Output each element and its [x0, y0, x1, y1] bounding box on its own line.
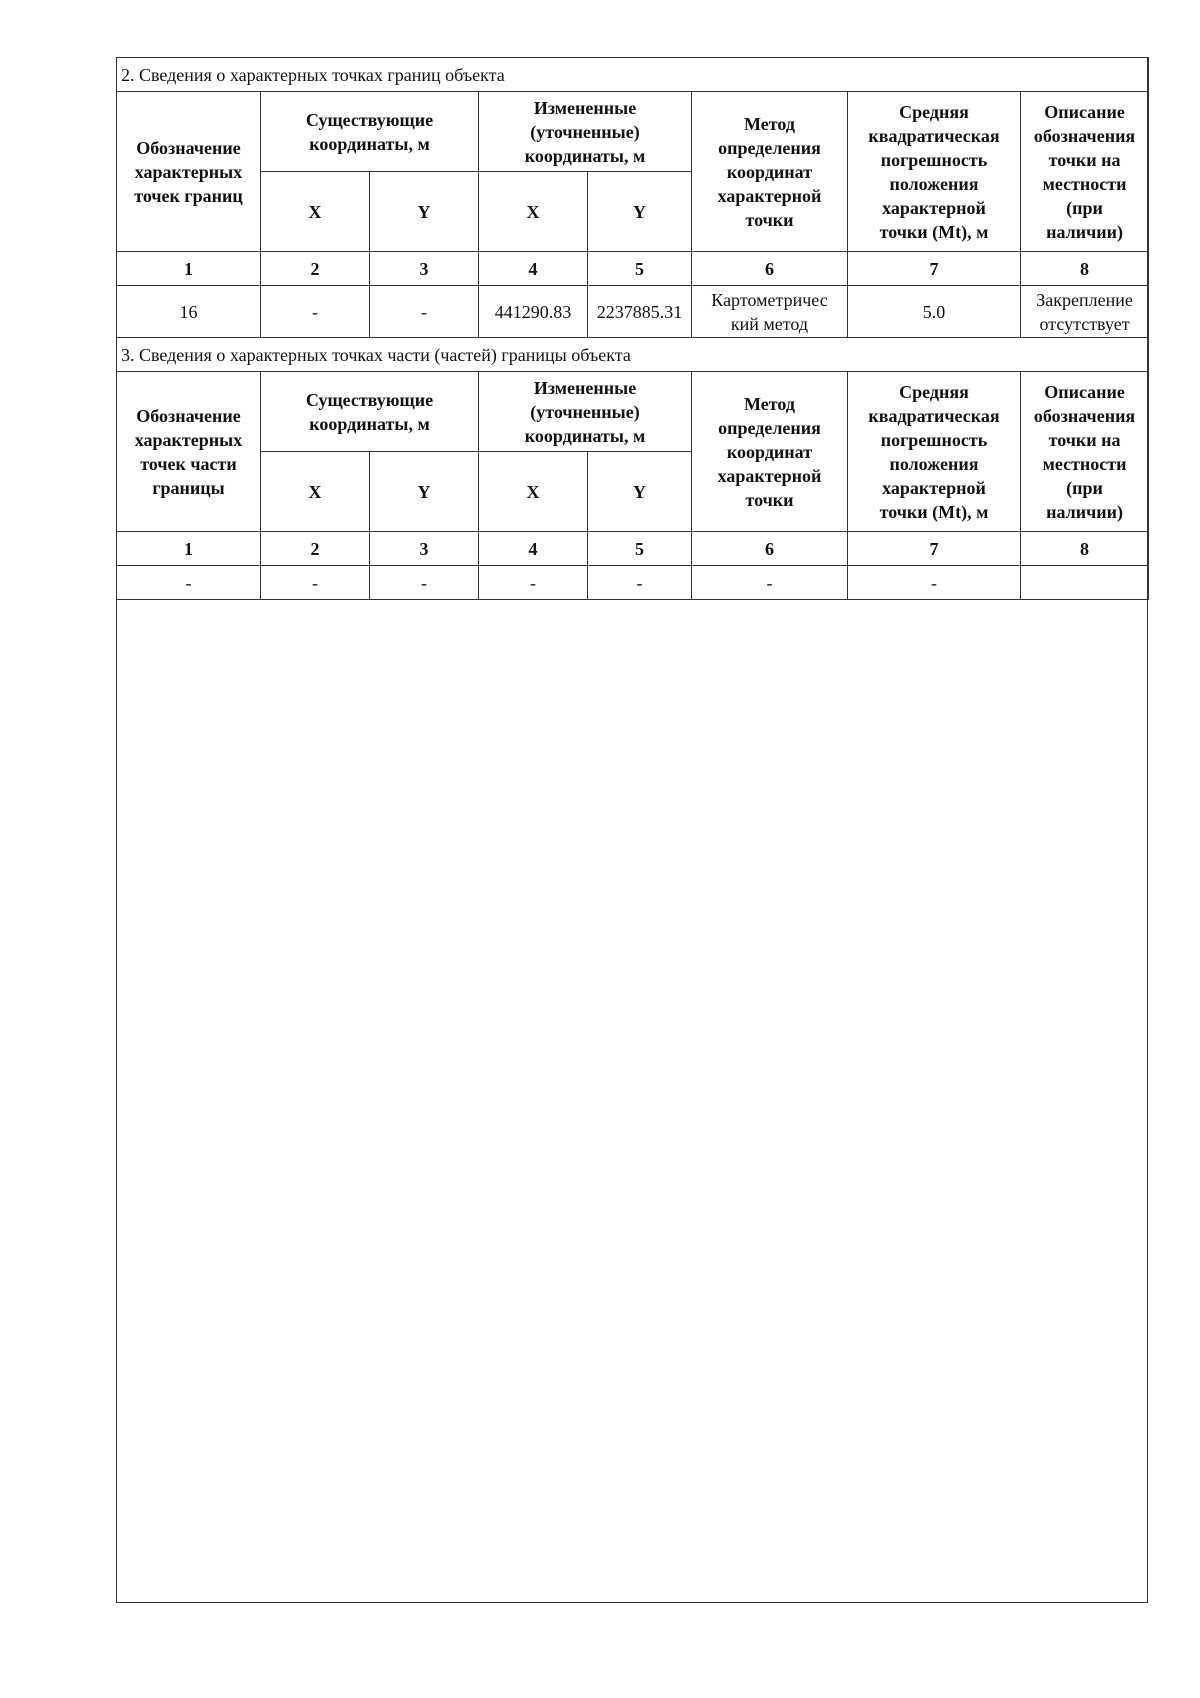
column-number: 4 — [479, 532, 588, 566]
column-number: 5 — [588, 532, 692, 566]
column-number: 1 — [117, 532, 261, 566]
cell-point: - — [117, 566, 261, 600]
cell-existing-x: - — [261, 566, 370, 600]
header-changed-y: Y — [588, 452, 692, 532]
header-method: Метод определения координат характерной точки — [692, 92, 848, 252]
header-existing-x: X — [261, 452, 370, 532]
column-number: 2 — [261, 252, 370, 286]
header-changed-x: X — [479, 172, 588, 252]
column-number: 6 — [692, 532, 848, 566]
section-3-title: 3. Сведения о характерных точках части (частей) границы объекта — [117, 338, 1149, 372]
column-number: 6 — [692, 252, 848, 286]
header-changed-x: X — [479, 452, 588, 532]
cell-point: 16 — [117, 286, 261, 338]
header-existing-coordinates: Существующие координаты, м — [261, 372, 479, 452]
cell-changed-x: 441290.83 — [479, 286, 588, 338]
column-number: 8 — [1021, 532, 1149, 566]
cell-method: Картометричес кий метод — [692, 286, 848, 338]
cell-existing-x: - — [261, 286, 370, 338]
cell-mean-error: - — [848, 566, 1021, 600]
header-existing-x: X — [261, 172, 370, 252]
column-number: 4 — [479, 252, 588, 286]
header-existing-y: Y — [370, 172, 479, 252]
column-number: 3 — [370, 252, 479, 286]
cell-description — [1021, 566, 1149, 600]
cell-description: Закрепление отсутствует — [1021, 286, 1149, 338]
column-number: 2 — [261, 532, 370, 566]
cell-existing-y: - — [370, 566, 479, 600]
column-number: 8 — [1021, 252, 1149, 286]
header-description: Описание обозначения точки на местности (при наличии) — [1021, 372, 1149, 532]
header-point-designation: Обозначение характерных точек границ — [117, 92, 261, 252]
section-2-title: 2. Сведения о характерных точках границ объекта — [117, 58, 1149, 92]
cell-mean-error: 5.0 — [848, 286, 1021, 338]
cell-method: - — [692, 566, 848, 600]
cell-existing-y: - — [370, 286, 479, 338]
header-changed-coordinates: Измененные (уточненные) координаты, м — [479, 92, 692, 172]
cell-changed-y: 2237885.31 — [588, 286, 692, 338]
boundary-points-table — [116, 57, 1149, 600]
column-number: 7 — [848, 252, 1021, 286]
header-changed-coordinates: Измененные (уточненные) координаты, м — [479, 372, 692, 452]
header-mean-error: Средняя квадратическая погрешность положения характерной точки (Mt), м — [848, 372, 1021, 532]
cell-changed-x: - — [479, 566, 588, 600]
header-method: Метод определения координат характерной точки — [692, 372, 848, 532]
header-changed-y: Y — [588, 172, 692, 252]
cell-changed-y: - — [588, 566, 692, 600]
table-row — [117, 566, 1149, 600]
header-part-point-designation: Обозначение характерных точек части границы — [117, 372, 261, 532]
column-number: 5 — [588, 252, 692, 286]
table-row — [117, 286, 1149, 338]
column-number: 3 — [370, 532, 479, 566]
header-existing-y: Y — [370, 452, 479, 532]
header-mean-error: Средняя квадратическая погрешность положения характерной точки (Mt), м — [848, 92, 1021, 252]
column-number: 1 — [117, 252, 261, 286]
header-existing-coordinates: Существующие координаты, м — [261, 92, 479, 172]
header-description: Описание обозначения точки на местности (при наличии) — [1021, 92, 1149, 252]
column-number: 7 — [848, 532, 1021, 566]
